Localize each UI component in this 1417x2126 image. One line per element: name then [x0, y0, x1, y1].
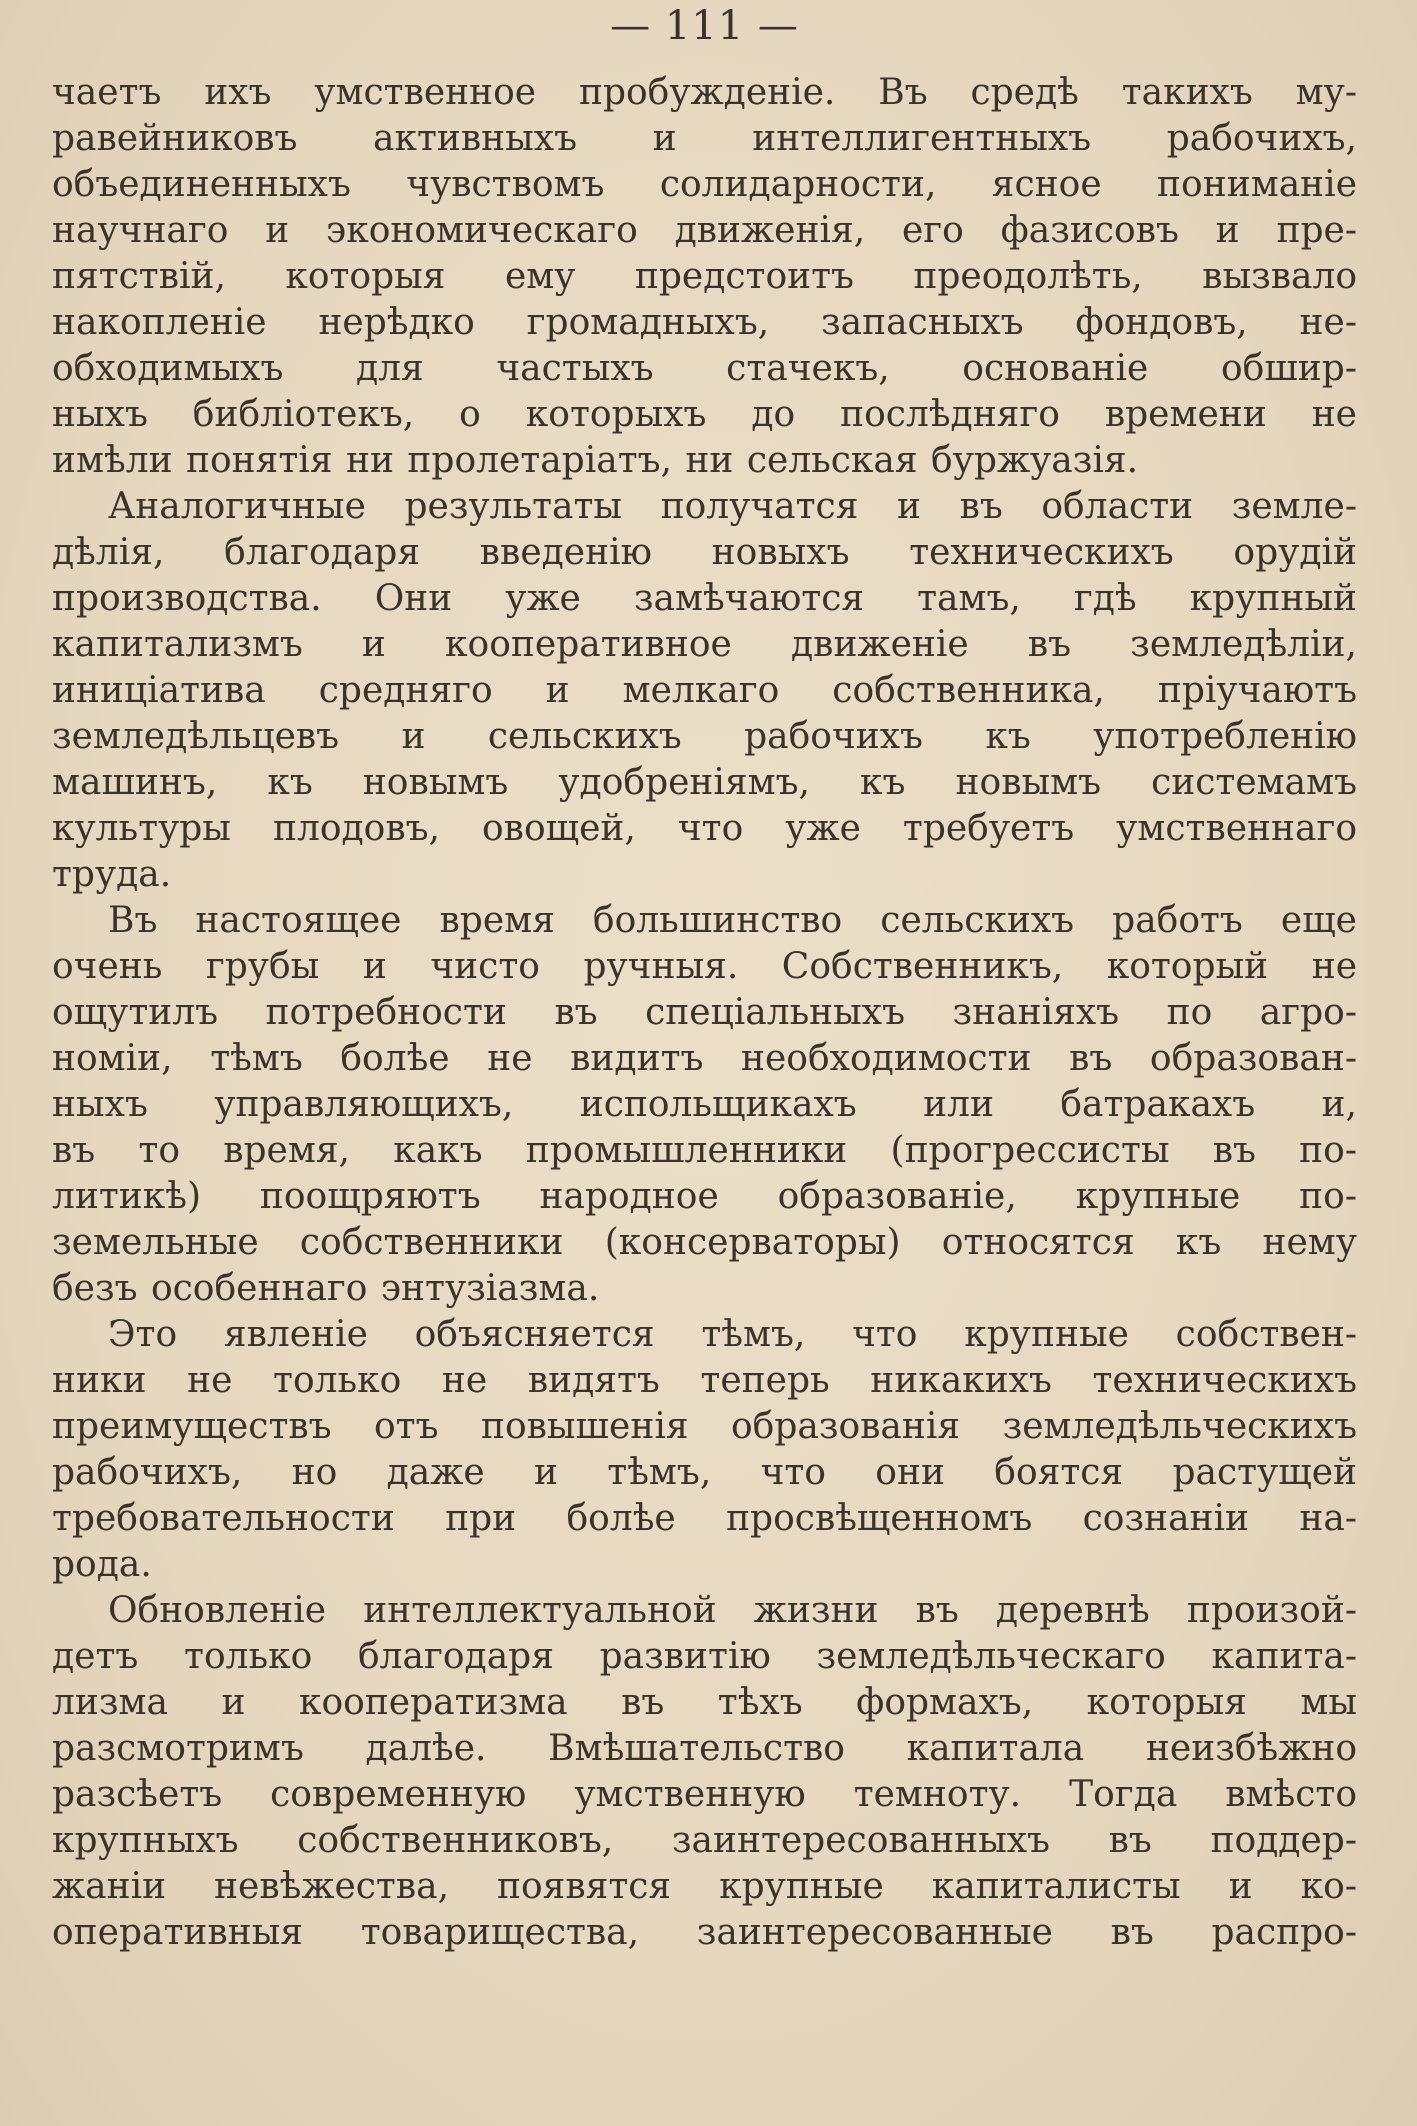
- text-line: земельные собственники (консерваторы) относятся къ нему: [52, 1222, 1357, 1263]
- text-line: жаніи невѣжества, появятся крупные капиталисты и ко-: [52, 1866, 1357, 1907]
- text-line: разсѣетъ современную умственную темноту. Тогда вмѣсто: [52, 1774, 1357, 1815]
- text-line: безъ особеннаго энтузіазма.: [52, 1268, 600, 1309]
- text-line: объединенныхъ чувствомъ солидарности, ясное пониманіе: [52, 164, 1357, 205]
- text-line: рода.: [52, 1544, 152, 1585]
- text-line: требовательности при болѣе просвѣщенномъ сознаніи на-: [52, 1498, 1357, 1539]
- text-line: земледѣльцевъ и сельскихъ рабочихъ къ употребленію: [52, 716, 1357, 757]
- text-line: лизма и кооператизма въ тѣхъ формахъ, которыя мы: [52, 1682, 1357, 1723]
- text-line: чаетъ ихъ умственное пробужденіе. Въ средѣ такихъ му-: [52, 72, 1357, 113]
- text-line: преимуществъ отъ повышенія образованія земледѣльческихъ: [52, 1406, 1357, 1447]
- text-line: рабочихъ, но даже и тѣмъ, что они боятся растущей: [52, 1452, 1357, 1493]
- text-line: детъ только благодаря развитію земледѣльческаго капита-: [52, 1636, 1357, 1677]
- text-line: накопленіе нерѣдко громадныхъ, запасныхъ фондовъ, не-: [52, 302, 1357, 343]
- text-line: очень грубы и чисто ручныя. Собственникъ, который не: [52, 946, 1357, 987]
- text-line: культуры плодовъ, овощей, что уже требуетъ умственнаго: [52, 808, 1357, 849]
- text-line: капитализмъ и кооперативное движеніе въ земледѣліи,: [52, 624, 1357, 665]
- text-line: научнаго и экономическаго движенія, его фазисовъ и пре-: [52, 210, 1357, 251]
- text-line: обходимыхъ для частыхъ стачекъ, основаніе обшир-: [52, 348, 1357, 389]
- text-line: труда.: [52, 854, 172, 895]
- text-line: машинъ, къ новымъ удобреніямъ, къ новымъ системамъ: [52, 762, 1357, 803]
- text-line: ники не только не видятъ теперь никакихъ техническихъ: [52, 1360, 1357, 1401]
- text-line: Аналогичные результаты получатся и въ области земле-: [108, 486, 1357, 527]
- text-line: разсмотримъ далѣе. Вмѣшательство капитала неизбѣжно: [52, 1728, 1357, 1769]
- text-line: литикѣ) поощряютъ народное образованіе, крупные по-: [52, 1176, 1357, 1217]
- text-line: ощутилъ потребности въ спеціальныхъ знаніяхъ по агро-: [52, 992, 1357, 1033]
- text-line: въ то время, какъ промышленники (прогрессисты въ по-: [52, 1130, 1357, 1171]
- text-line: дѣлія, благодаря введенію новыхъ техническихъ орудій: [52, 532, 1357, 573]
- body-text: [52, 70, 1357, 1956]
- text-line: крупныхъ собственниковъ, заинтересованныхъ въ поддер-: [52, 1820, 1357, 1861]
- text-line: номіи, тѣмъ болѣе не видитъ необходимости въ образован-: [52, 1038, 1357, 1079]
- text-line: пятствій, которыя ему предстоитъ преодолѣть, вызвало: [52, 256, 1357, 297]
- text-line: Въ настоящее время большинство сельскихъ работъ еще: [108, 900, 1357, 941]
- page-number: — 111 —: [610, 3, 799, 49]
- text-line: ныхъ управляющихъ, испольщикахъ или батракахъ и,: [52, 1084, 1357, 1125]
- text-line: производства. Они уже замѣчаются тамъ, гдѣ крупный: [52, 578, 1357, 619]
- text-line: Обновленіе интеллектуальной жизни въ деревнѣ произой-: [108, 1590, 1357, 1631]
- text-line: иниціатива средняго и мелкаго собственника, пріучаютъ: [52, 670, 1357, 711]
- text-line: ныхъ библіотекъ, о которыхъ до послѣдняго времени не: [52, 394, 1357, 435]
- text-line: равейниковъ активныхъ и интеллигентныхъ рабочихъ,: [52, 118, 1357, 159]
- text-line: Это явленіе объясняется тѣмъ, что крупные собствен-: [108, 1314, 1357, 1355]
- text-line: оперативныя товарищества, заинтересованные въ распро-: [52, 1912, 1357, 1953]
- text-line: имѣли понятія ни пролетаріатъ, ни сельская буржуазія.: [52, 440, 1139, 481]
